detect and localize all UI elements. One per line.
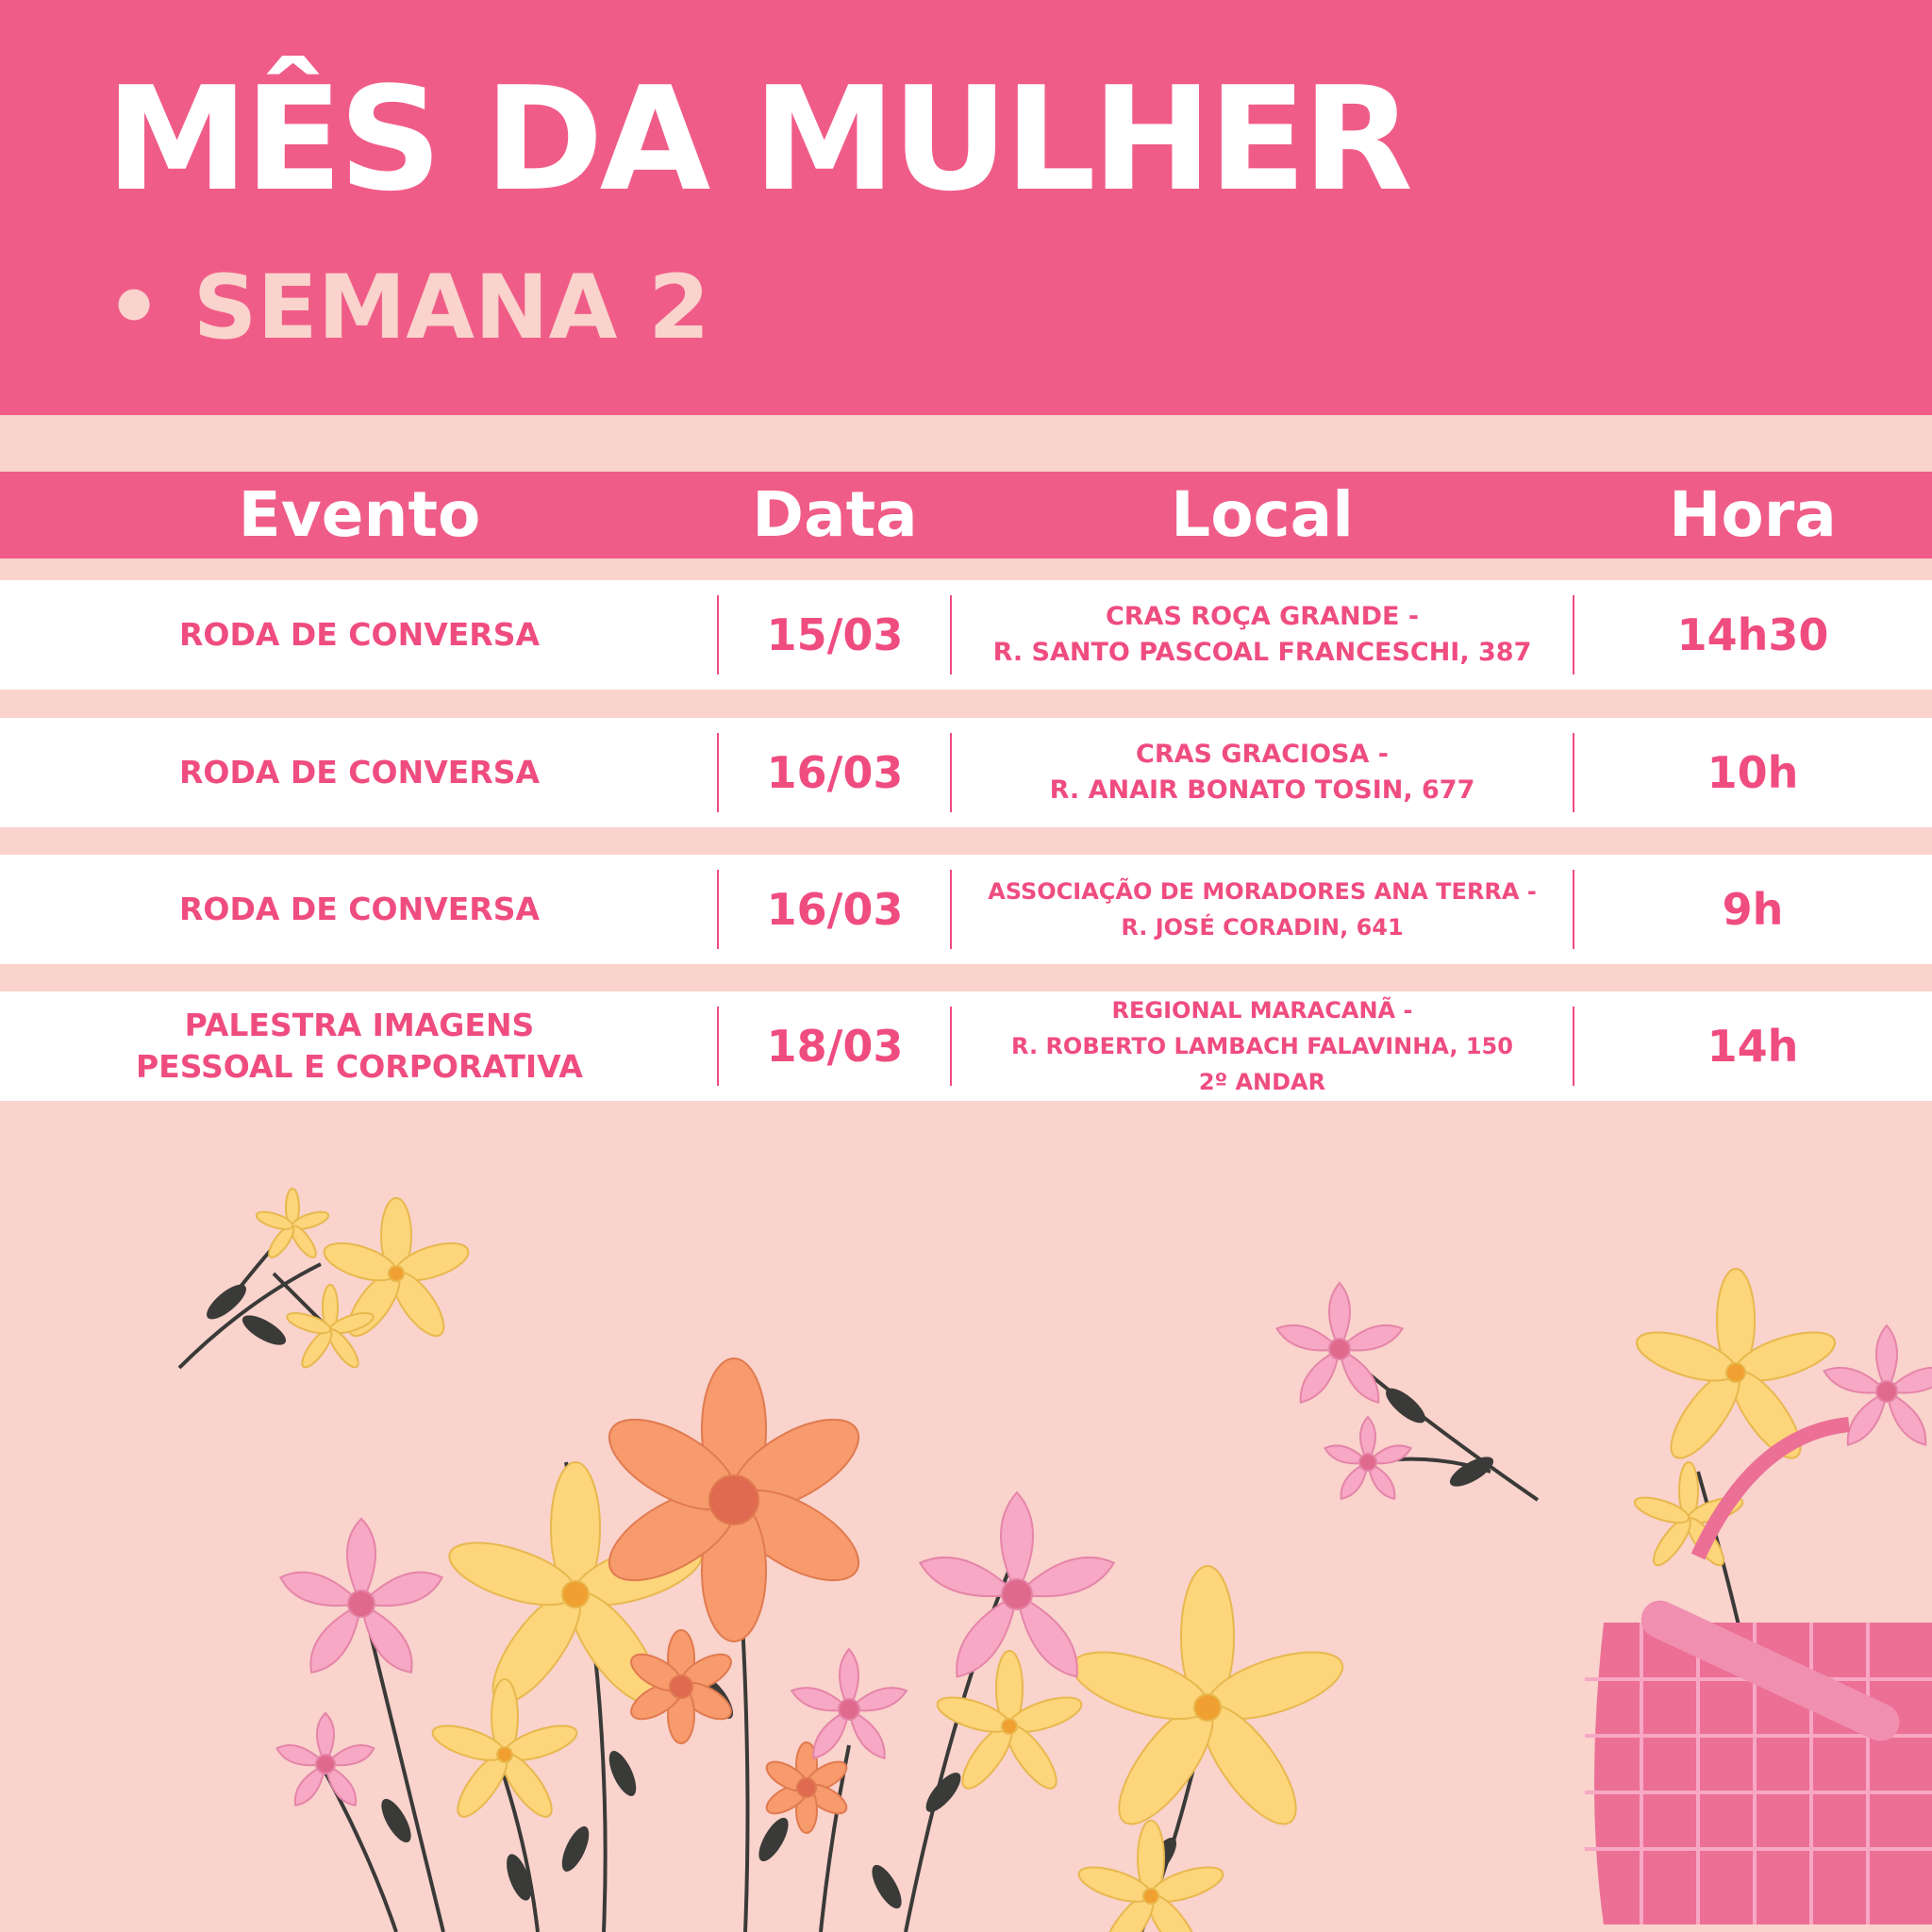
floral-illustration — [0, 1085, 1932, 1932]
local-cell — [951, 718, 1574, 827]
table-header — [0, 472, 1932, 558]
local-line: R. SANTO PASCOAL FRANCESCHI, 387 — [992, 638, 1532, 667]
local-line: R. JOSÉ CORADIN, 641 — [1121, 914, 1404, 941]
header-banner — [0, 0, 1932, 415]
time-cell: 14h — [1707, 1021, 1799, 1072]
local-line: REGIONAL MARACANÃ - — [1111, 997, 1413, 1024]
event-cell — [0, 855, 719, 964]
event-cell — [0, 580, 719, 690]
time-cell: 14h30 — [1676, 609, 1829, 660]
local-line: CRAS ROÇA GRANDE - — [1105, 602, 1420, 631]
table-row — [0, 580, 1932, 690]
date-cell: 15/03 — [766, 609, 904, 660]
local-line: R. ANAIR BONATO TOSIN, 677 — [1049, 775, 1475, 805]
local-line: R. ROBERTO LAMBACH FALAVINHA, 150 — [1011, 1033, 1513, 1059]
table-row — [0, 855, 1932, 964]
event-name: PALESTRA IMAGENS — [184, 1007, 535, 1043]
local-line: 2º ANDAR — [1198, 1069, 1326, 1095]
time-cell: 9h — [1722, 884, 1784, 935]
event-name: RODA DE CONVERSA — [179, 616, 540, 653]
event-name: RODA DE CONVERSA — [179, 754, 540, 791]
event-name: RODA DE CONVERSA — [179, 891, 540, 927]
column-header-hora: Hora — [1669, 478, 1837, 551]
local-cell — [951, 855, 1574, 964]
date-cell: 18/03 — [766, 1021, 904, 1072]
date-cell: 16/03 — [766, 747, 904, 798]
event-name: PESSOAL E CORPORATIVA — [136, 1048, 583, 1085]
event-cell — [0, 718, 719, 827]
page-title: MÊS DA MULHER — [106, 56, 1409, 223]
local-line: ASSOCIAÇÃO DE MORADORES ANA TERRA - — [988, 878, 1537, 905]
column-header-event: Evento — [238, 478, 481, 551]
page-subtitle: • SEMANA 2 — [106, 257, 710, 359]
table-row — [0, 718, 1932, 827]
local-line: CRAS GRACIOSA - — [1136, 740, 1389, 769]
date-cell: 16/03 — [766, 884, 904, 935]
time-cell: 10h — [1707, 747, 1799, 798]
column-header-date: Data — [752, 478, 918, 551]
local-cell — [951, 580, 1574, 690]
column-header-local: Local — [1171, 478, 1354, 551]
